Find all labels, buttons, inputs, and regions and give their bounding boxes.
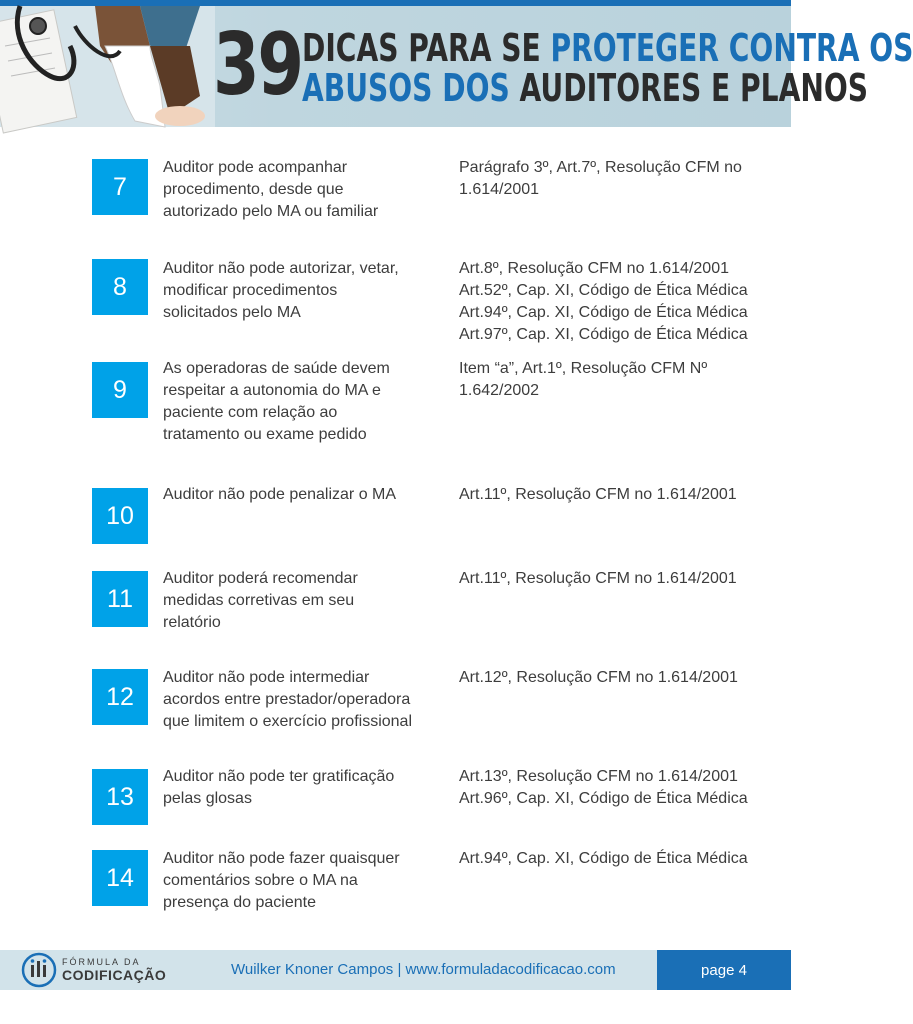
tip-number-box: 13 (92, 769, 148, 825)
tip-reference-line: Art.97º, Cap. XI, Código de Ética Médica (459, 326, 748, 343)
tip-description (163, 358, 433, 446)
tip-description (163, 766, 433, 810)
header-photo-stethoscope (0, 6, 215, 127)
footer-logo (20, 950, 170, 990)
tip-number-box: 9 (92, 362, 148, 418)
tip-reference (459, 157, 779, 201)
tip-number-box: 8 (92, 259, 148, 315)
tip-description-line: Auditor não pode penalizar o MA (163, 486, 397, 503)
tip-description-line: paciente com relação ao (163, 404, 338, 421)
page-number: page 4 (657, 950, 791, 990)
tip-number-box: 11 (92, 571, 148, 627)
tip-description-line: Auditor pode acompanhar (163, 159, 348, 176)
title-line-2-blue: ABUSOS DOS (302, 66, 520, 110)
stethoscope-illustration (0, 6, 215, 127)
tip-reference-line: Art.11º, Resolução CFM no 1.614/2001 (459, 570, 737, 587)
header-banner (0, 0, 913, 127)
tip-description-line: presença do paciente (163, 894, 316, 911)
tip-number-box: 7 (92, 159, 148, 215)
tip-reference-line: Art.96º, Cap. XI, Código de Ética Médica (459, 790, 748, 807)
title-line-2 (302, 68, 868, 108)
tip-reference (459, 358, 779, 402)
tip-reference-line: Art.13º, Resolução CFM no 1.614/2001 (459, 768, 738, 785)
title-number: 39 (213, 15, 302, 115)
logo-text-bottom: CODIFICAÇÃO (62, 967, 167, 983)
tip-reference-line: Item “a”, Art.1º, Resolução CFM Nº (459, 360, 708, 377)
formula-logo-icon (20, 951, 58, 989)
tip-reference-line: Art.94º, Cap. XI, Código de Ética Médica (459, 850, 748, 867)
tip-description-line: modificar procedimentos (163, 282, 338, 299)
tip-description-line: acordos entre prestador/operadora (163, 691, 411, 708)
tip-number-box: 10 (92, 488, 148, 544)
tip-description (163, 848, 433, 914)
tip-description-line: Auditor não pode intermediar (163, 669, 370, 686)
tip-reference-line: Art.52º, Cap. XI, Código de Ética Médica (459, 282, 748, 299)
tip-description (163, 157, 433, 223)
tip-description-line: medidas corretivas em seu (163, 592, 355, 609)
tip-reference (459, 667, 779, 689)
tip-reference (459, 568, 779, 590)
tip-description (163, 667, 433, 733)
tip-description-line: Auditor não pode ter gratificação (163, 768, 395, 785)
title-line-1-dark: DICAS PARA SE (302, 26, 551, 70)
tip-description-line: relatório (163, 614, 221, 631)
tip-reference-line: Art.94º, Cap. XI, Código de Ética Médica (459, 304, 748, 321)
tip-number-box: 12 (92, 669, 148, 725)
tip-description-line: solicitados pelo MA (163, 304, 301, 321)
tip-description-line: autorizado pelo MA ou familiar (163, 203, 379, 220)
title-line-2-dark: AUDITORES E PLANOS (519, 66, 869, 110)
logo-text-top: FÓRMULA DA (62, 957, 141, 967)
tip-reference (459, 484, 779, 506)
title-line-1 (302, 28, 913, 68)
tip-description-line: respeitar a autonomia do MA e (163, 382, 381, 399)
tip-reference (459, 766, 779, 810)
tip-description-line: que limitem o exercício profissional (163, 713, 412, 730)
tip-description-line: pelas glosas (163, 790, 252, 807)
tip-description-line: As operadoras de saúde devem (163, 360, 390, 377)
tip-reference-line: Parágrafo 3º, Art.7º, Resolução CFM no (459, 159, 742, 176)
tip-reference-line: Art.8º, Resolução CFM no 1.614/2001 (459, 260, 729, 277)
tip-description (163, 258, 433, 324)
tip-number-box: 14 (92, 850, 148, 906)
tip-reference (459, 848, 779, 870)
tip-description (163, 568, 433, 634)
footer-author-website[interactable]: Wuilker Knoner Campos | www.formuladacodificacao.com (231, 961, 616, 978)
tip-reference-line: 1.642/2002 (459, 382, 540, 399)
tip-reference-line: Art.12º, Resolução CFM no 1.614/2001 (459, 669, 738, 686)
tip-reference (459, 258, 779, 346)
footer-bar (0, 950, 791, 990)
tip-description-line: Auditor não pode autorizar, vetar, (163, 260, 399, 277)
tip-description-line: tratamento ou exame pedido (163, 426, 367, 443)
tip-description-line: procedimento, desde que (163, 181, 344, 198)
tip-description-line: Auditor poderá recomendar (163, 570, 358, 587)
tip-description-line: Auditor não pode fazer quaisquer (163, 850, 400, 867)
title-line-1-blue: PROTEGER CONTRA OS (550, 26, 913, 70)
tip-reference-line: Art.11º, Resolução CFM no 1.614/2001 (459, 486, 737, 503)
tip-description (163, 484, 433, 506)
tip-reference-line: 1.614/2001 (459, 181, 540, 198)
tip-description-line: comentários sobre o MA na (163, 872, 358, 889)
